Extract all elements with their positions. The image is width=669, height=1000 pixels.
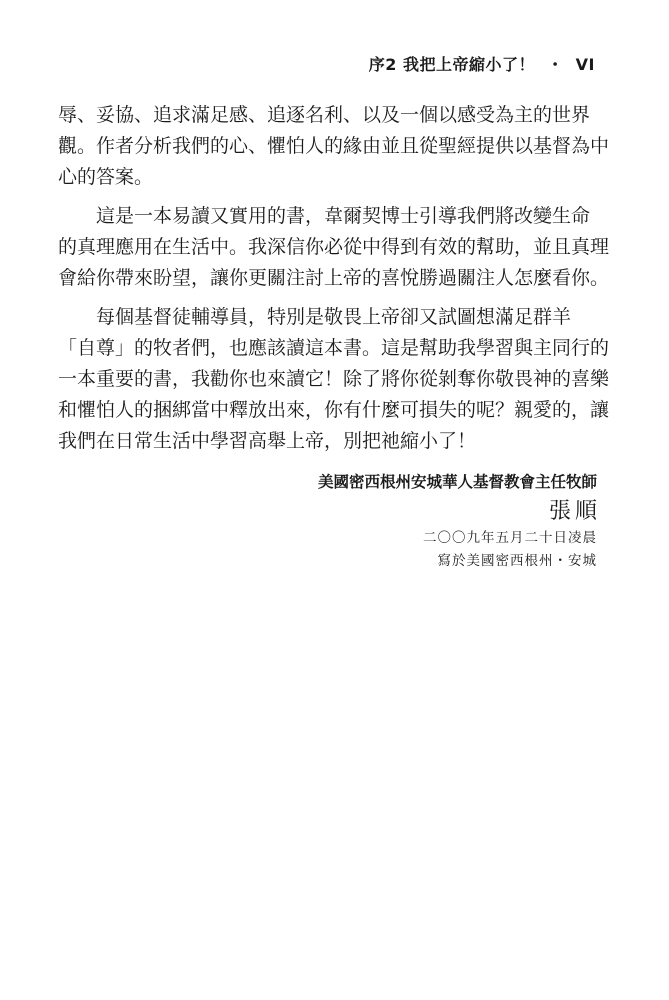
text-line: 和懼怕人的捆綁當中釋放出來，你有什麼可損失的呢？親愛的，讓	[58, 399, 610, 421]
text-line: 辱、妥協、追求滿足感、追逐名利、以及一個以感受為主的世界	[58, 104, 591, 126]
chapter-label: 序2	[368, 55, 397, 74]
running-header	[369, 52, 595, 75]
text-line: 會給你帶來盼望，讓你更關注討上帝的喜悅勝過關注人怎麼看你。	[58, 267, 610, 289]
signature-date: 二〇〇九年五月二十日凌晨	[423, 530, 597, 546]
text-line: 的真理應用在生活中。我深信你必從中得到有效的幫助，並且真理	[58, 236, 610, 258]
text-line: 心的答案。	[58, 166, 154, 188]
paragraph-2	[58, 201, 610, 294]
signature-organization: 美國密西根州安城華人基督教會主任牧師	[317, 473, 597, 491]
text-line: 「自尊」的牧者們，也應該讀這本書。這是幫助我學習與主同行的	[58, 337, 610, 359]
paragraph-1	[58, 100, 610, 193]
signature-place: 寫於美國密西根州・安城	[437, 553, 597, 569]
text-line: 每個基督徒輔導員，特別是敬畏上帝卻又試圖想滿足群羊	[96, 306, 572, 328]
text-line: 我們在日常生活中學習高舉上帝，別把祂縮小了！	[58, 430, 477, 452]
paragraph-3	[58, 302, 610, 457]
signature-name: 張順	[548, 499, 601, 524]
text-line: 這是一本易讀又實用的書，韋爾契博士引導我們將改變生命	[96, 205, 591, 227]
header-separator: ・	[547, 55, 564, 74]
page-number: VI	[575, 55, 595, 74]
chapter-title: 我把上帝縮小了！	[402, 55, 535, 74]
body-text	[58, 100, 610, 457]
text-line: 一本重要的書，我勸你也來讀它！除了將你從剝奪你敬畏神的喜樂	[58, 368, 610, 390]
text-line: 觀。作者分析我們的心、懼怕人的緣由並且從聖經提供以基督為中	[58, 135, 610, 157]
